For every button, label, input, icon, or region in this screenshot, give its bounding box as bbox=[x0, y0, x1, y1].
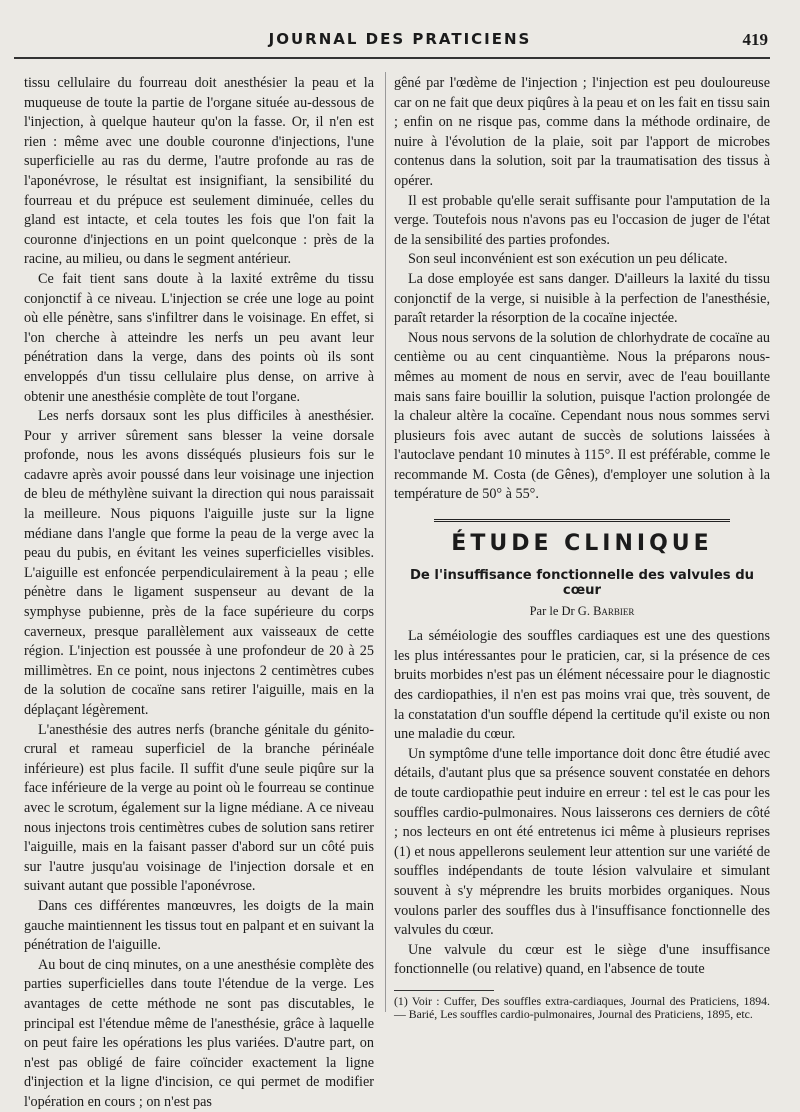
paragraph: La dose employée est sans danger. D'ailleurs la laxité du tissu conjonctif de la verge, si nuisible à la perfection de l'anesthésie, paraît retarder la résorption de la cocaïne injectée. bbox=[394, 270, 770, 327]
right-column bbox=[394, 74, 770, 1022]
paragraph: Une valvule du cœur est le siège d'une insuffisance fonctionnelle (ou relative) quand, en l'absence de toute bbox=[394, 941, 770, 978]
paragraph: L'anesthésie des autres nerfs (branche génitale du génito-crural et rameau superficiel de la branche périnéale inférieure) est plus facile. Il suffit d'une seule piqûre sur la face inférieure de la verge au point où le fourreau se continue avec le scrotum, également sur la ligne médiane. A ce niveau nous injectons trois centimètres cubes de solution sans retirer l'aiguille, mais en la faisant passer d'abord sur un côté puis sur l'autre jusqu'au voisinage de l'injection dorsale et en suivant autant que possible l'aponévrose. bbox=[24, 721, 374, 895]
footnote: (1) Voir : Cuffer, Des souffles extra-cardiaques, Journal des Praticiens, 1894. — Barié, Les souffles cardio-pulmonaires, Journal des Praticiens, 1895, etc. bbox=[394, 993, 770, 1022]
paragraph: gêné par l'œdème de l'injection ; l'injection est peu douloureuse car on ne fait que deux piqûres à la peau et on les fait en tissu sain ; enfin on ne risque pas, comme dans la méthode ordinaire, de nuire à l'évolution de la plaie, soit par l'apport de microbes contenus dans la solution, soit par la traumatisation des tissus à opérer. bbox=[394, 75, 770, 189]
paragraph: Son seul inconvénient est son exécution un peu délicate. bbox=[408, 251, 728, 268]
running-head: JOURNAL DES PRATICIENS bbox=[268, 30, 532, 48]
header-rule bbox=[14, 57, 770, 59]
section-title: ÉTUDE CLINIQUE bbox=[451, 531, 713, 557]
paragraph: Dans ces différentes manœuvres, les doigts de la main gauche maintiennent les tissus tout en palpant et en suivant la pénétration de l'aiguille. bbox=[24, 897, 374, 954]
byline bbox=[394, 602, 770, 622]
paragraph: Au bout de cinq minutes, on a une anesthésie complète des parties superficielles dans toute l'étendue de la verge. Les avantages de cette méthode ne sont pas discutables, le principal est l'étendue même de l'anesthésie, grâce à laquelle on peut faire les opérations les plus variées. D'autre part, on n'est pas obligé de faire coïncider exactement la ligne d'injection et la ligne d'incision, ce qui permet de modifier l'opération en cours ; on n'est pas bbox=[24, 956, 374, 1110]
column-divider bbox=[385, 72, 386, 1012]
paragraph: Nous nous servons de la solution de chlorhydrate de cocaïne au centième ou au cent cinquantième. Nous la préparons nous-mêmes au moment de nous en servir, avec de l'eau bouillante mais sans faire bouillir la solution, puisque l'action prolongée de la chaleur altère la cocaïne. Cependant nous nous sommes servi plusieurs fois avec autant de succès de solutions laissées à l'autoclave pendant 10 minutes à 115°. Il est préférable, comme le recommande M. Costa (de Gênes), d'employer une solution à la température de 50° à 55°. bbox=[394, 329, 770, 503]
paragraph: La séméiologie des souffles cardiaques est une des questions les plus intéressantes pour le praticien, car, si la présence de ces bruits morbides n'est pas un élément nécessaire pour le diagnostic des cardiopathies, il n'en est pas moins vrai que, très souvent, de la constatation d'un souffle dépend la certitude qu'il existe ou non une maladie du cœur. bbox=[394, 628, 770, 743]
section-rule bbox=[434, 519, 730, 526]
page-number: 419 bbox=[742, 30, 768, 49]
paragraph: Un symptôme d'une telle importance doit donc être étudié avec détails, d'autant plus que sa présence souvent constatée en dehors de toute cardiopathie peut induire en erreur : tel est le cas pour les souffles cardio-pulmonaires. Nous laisserons ces derniers de côté ; nos lecteurs en ont été entretenus ici même à plusieurs reprises (1) et nous appellerons seulement leur attention sur une variété de souffles indépendants de toute lésion valvulaire et simulant souvent à s'y méprendre les bruits morbides organiques. Nous voulons parler des souffles dus à l'insuffisance fonctionnelle des valvules du cœur. bbox=[394, 745, 770, 939]
left-column bbox=[24, 74, 374, 1112]
paragraph: Ce fait tient sans doute à la laxité extrême du tissu conjonctif à ce niveau. L'injection se crée une loge au point où elle pénètre, sans s'infiltrer dans le voisinage. En effet, si l'on cherche à atteindre les nerfs un peu avant leur pénétration dans la verge, dans des points où ils sont enveloppés d'un tissu cellulaire plus dense, on arrive à obtenir une anesthésie complète de tout l'organe. bbox=[24, 270, 374, 405]
paragraph: Les nerfs dorsaux sont les plus difficiles à anesthésier. Pour y arriver sûrement sans blesser la veine dorsale profonde, nous les avons disséqués plusieurs fois sur le cadavre après avoir poussé dans leur voisinage une injection de bleu de méthylène suivant la direction qui nous paraissait la meilleure. Nous piquons l'aiguille juste sur la ligne médiane dans l'angle que forme la peau de la verge avec la peau du pubis, en évitant les veines superficielles visibles. L'aiguille est enfoncée perpendiculairement à la peau ; elle pénètre dans le ligament suspenseur au devant de la symphyse pubienne, près de la face supérieure du corps caverneux, presque parallèlement aux vaisseaux de cette région. L'injection est poussée à une profondeur de 20 à 25 millimètres. En ce point, nous injectons 2 centimètres cubes de la solution de cocaïne sans retirer l'aiguille, mais en la déplaçant légèrement. bbox=[24, 408, 374, 718]
byline-prefix: Par le Dr G. bbox=[529, 603, 594, 618]
paragraph: Il est probable qu'elle serait suffisante pour l'amputation de la verge. Toutefois nous n'avons pas eu l'occasion de juger de l'état de la sensibilité des parties profondes. bbox=[394, 192, 770, 248]
footnote-rule bbox=[394, 990, 494, 991]
article-title: De l'insuffisance fonctionnelle des valvules du cœur bbox=[409, 567, 755, 598]
paragraph: tissu cellulaire du fourreau doit anesthésier la peau et la muqueuse de toute la partie de l'organe située au-dessous de l'injection, à quelque hauteur qu'on la fasse. Or, il n'en est rien : même avec une double couronne d'injections, l'une superficielle au ras du derme, l'autre profonde au ras de l'aponévrose, le résultat est insignifiant, la sensibilité du fourreau et du prépuce est seulement diminuée, celles du gland est intacte, et cela toutes les fois que l'on fait la couronne d'injections en un point quelconque : près de la racine, au milieu, ou dans le segment antérieur. bbox=[24, 75, 374, 268]
author-name: Barbier bbox=[593, 603, 635, 618]
